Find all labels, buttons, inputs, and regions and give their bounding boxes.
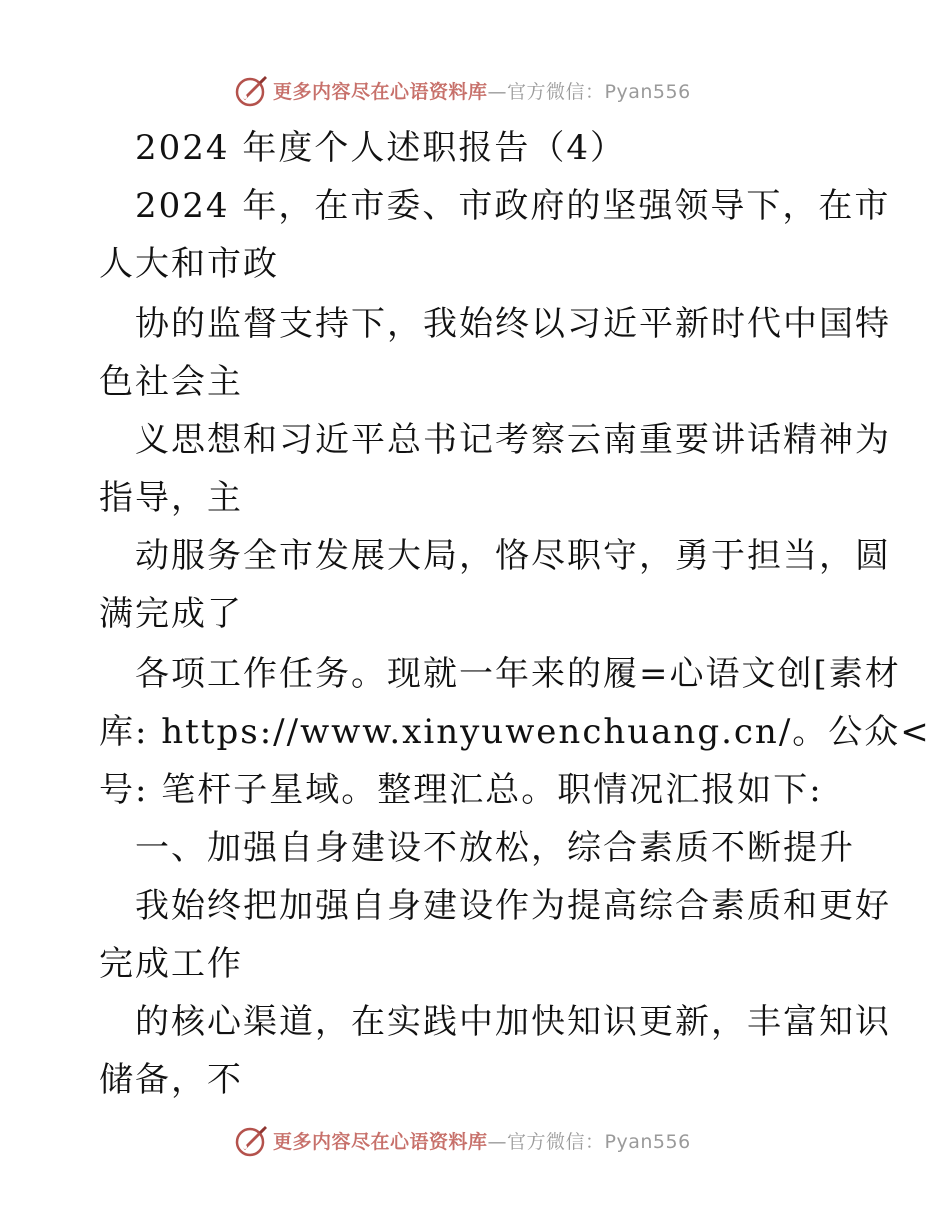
text-line: 色社会主 (99, 362, 243, 402)
watermark-gray-text: —官方微信：Pyan556 (487, 80, 691, 103)
text-line: 义思想和习近平总书记考察云南重要讲话精神为 (135, 420, 891, 460)
text-line: 2024 年，在市委、市政府的坚强领导下，在市 (135, 186, 891, 226)
watermark-footer (235, 1122, 691, 1158)
text-line: 号: 笔杆子星域。整理汇总。职情况汇报如下: (99, 770, 823, 810)
pen-logo-icon (235, 1123, 269, 1157)
text-line: 储备，不 (99, 1060, 243, 1100)
text-line: 动服务全市发展大局，恪尽职守，勇于担当，圆 (135, 536, 891, 576)
text-line: 的核心渠道，在实践中加快知识更新，丰富知识 (135, 1002, 891, 1042)
text-line: 人大和市政 (99, 244, 279, 284)
text-line: 我始终把加强自身建设作为提高综合素质和更好 (135, 886, 891, 926)
text-line: 满完成了 (99, 594, 243, 634)
watermark-red-text: 更多内容尽在心语资料库 (273, 1130, 488, 1153)
text-line: 指导，主 (99, 478, 243, 518)
document-title: 2024 年度个人述职报告（4） (135, 128, 626, 168)
watermark-gray-text: —官方微信：Pyan556 (487, 1130, 691, 1153)
watermark-red-text: 更多内容尽在心语资料库 (273, 80, 488, 103)
text-line: 各项工作任务。现就一年来的履=心语文创[素材 (135, 654, 901, 694)
text-line: 库: https://www.xinyuwenchuang.cn/。公众< (99, 712, 931, 752)
text-line: 协的监督支持下，我始终以习近平新时代中国特 (135, 304, 891, 344)
text-line: 完成工作 (99, 944, 243, 984)
pen-logo-icon (235, 73, 269, 107)
watermark-header (235, 72, 691, 108)
section-heading: 一、加强自身建设不放松，综合素质不断提升 (135, 828, 855, 868)
